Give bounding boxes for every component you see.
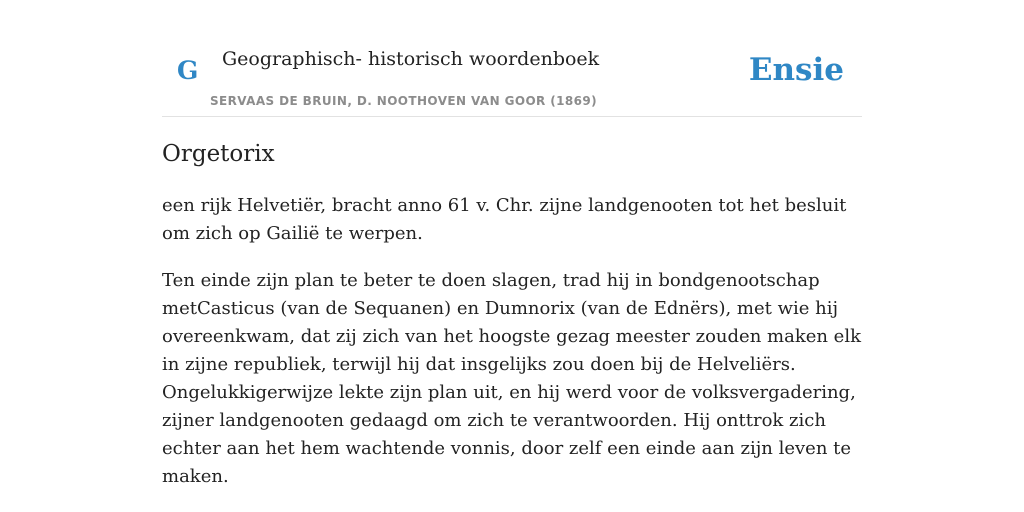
entry-paragraph: een rijk Helvetiër, bracht anno 61 v. Chr. zijne landgenooten tot het besluit om zich op Gailië te werpen. [162, 195, 847, 244]
book-logo-icon[interactable]: G [177, 56, 199, 85]
book-title-link[interactable]: Geographisch- historisch woordenboek [222, 48, 600, 70]
entry-title: Orgetorix [162, 141, 275, 167]
brand-logo[interactable]: Ensie [748, 52, 844, 88]
book-header [162, 40, 862, 117]
entry-content [162, 138, 862, 491]
entry-paragraph: Ten einde zijn plan te beter te doen slagen, trad hij in bondgenootschap metCasticus (van de Sequanen) en Dumnorix (van de Ednërs), met wie hij overeenkwam, dat zij zich van het hoogste gezag meester zouden maken elk in zijne republiek, terwijl hij dat insgelijks zou doen bij de Helveliërs. Ongelukkigerwijze lekte zijn plan uit, en hij werd voor de volksvergadering, zijner landgenooten gedaagd om zich te verantwoorden. Hij onttrok zich echter aan het hem wachtende vonnis, door zelf een einde aan zijn leven te maken. [162, 270, 862, 487]
book-author: SERVAAS DE BRUIN, D. NOOTHOVEN VAN GOOR (1869) [210, 94, 598, 108]
